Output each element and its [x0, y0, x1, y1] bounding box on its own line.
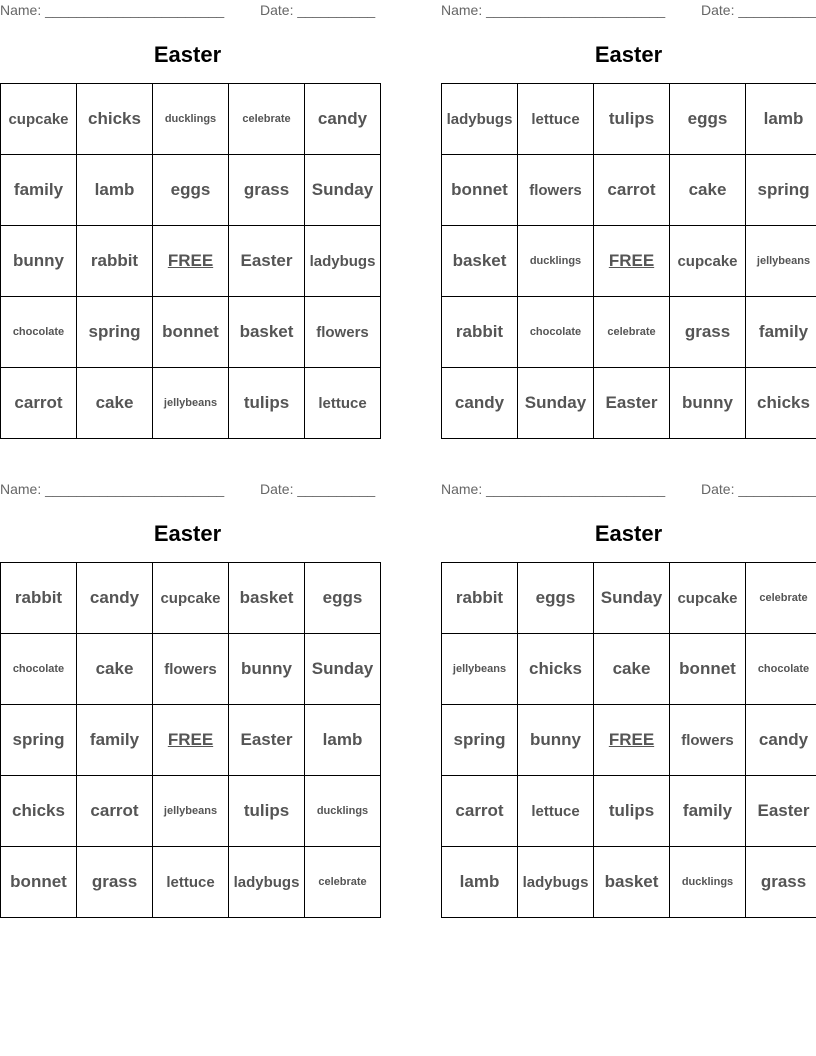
- word-cell: bunny: [518, 705, 594, 776]
- grid-row: [442, 297, 816, 368]
- word-cell: basket: [229, 563, 305, 634]
- card-title: Easter: [153, 521, 222, 546]
- word-cell: bunny: [670, 368, 746, 439]
- word-cell: flowers: [670, 705, 746, 776]
- word-cell: carrot: [77, 776, 153, 847]
- bingo-card-1: [0, 0, 376, 412]
- word-cell: bonnet: [670, 634, 746, 705]
- word-cell: family: [1, 155, 77, 226]
- card-title: Easter: [594, 42, 663, 67]
- word-cell: family: [77, 705, 153, 776]
- bingo-grid: [0, 83, 381, 439]
- word-cell: jellybeans: [442, 634, 518, 705]
- word-cell: lettuce: [305, 368, 381, 439]
- word-cell: bonnet: [153, 297, 229, 368]
- word-cell: flowers: [518, 155, 594, 226]
- word-cell: ducklings: [305, 776, 381, 847]
- free-space-cell: FREE: [153, 226, 229, 297]
- word-cell: candy: [442, 368, 518, 439]
- date-field-label: Date: __________: [260, 481, 376, 497]
- word-cell: bunny: [229, 634, 305, 705]
- word-cell: tulips: [594, 84, 670, 155]
- word-cell: grass: [77, 847, 153, 918]
- grid-row: [1, 84, 381, 155]
- word-cell: cupcake: [1, 84, 77, 155]
- word-cell: candy: [77, 563, 153, 634]
- card-title: Easter: [594, 521, 663, 546]
- word-cell: celebrate: [305, 847, 381, 918]
- grid-row: [1, 155, 381, 226]
- free-space-cell: FREE: [594, 705, 670, 776]
- word-cell: ladybugs: [442, 84, 518, 155]
- word-cell: rabbit: [442, 297, 518, 368]
- word-cell: jellybeans: [153, 776, 229, 847]
- word-cell: Easter: [594, 368, 670, 439]
- bingo-card-4: [441, 479, 816, 891]
- word-cell: basket: [594, 847, 670, 918]
- word-cell: grass: [670, 297, 746, 368]
- word-cell: ladybugs: [518, 847, 594, 918]
- grid-row: [1, 226, 381, 297]
- word-cell: Sunday: [518, 368, 594, 439]
- word-cell: flowers: [305, 297, 381, 368]
- word-cell: candy: [746, 705, 816, 776]
- word-cell: spring: [746, 155, 816, 226]
- word-cell: chocolate: [518, 297, 594, 368]
- grid-row: [1, 776, 381, 847]
- grid-row: [442, 563, 816, 634]
- grid-row: [1, 634, 381, 705]
- date-field-label: Date: __________: [701, 2, 816, 18]
- word-cell: ducklings: [670, 847, 746, 918]
- free-space-cell: FREE: [594, 226, 670, 297]
- grid-row: [442, 84, 816, 155]
- word-cell: cake: [594, 634, 670, 705]
- word-cell: celebrate: [746, 563, 816, 634]
- card-header: [441, 479, 816, 499]
- word-cell: lettuce: [518, 776, 594, 847]
- word-cell: chocolate: [746, 634, 816, 705]
- word-cell: candy: [305, 84, 381, 155]
- date-field-label: Date: __________: [701, 481, 816, 497]
- card-header: [441, 0, 816, 20]
- bingo-grid: [441, 83, 816, 439]
- word-cell: Sunday: [594, 563, 670, 634]
- word-cell: rabbit: [1, 563, 77, 634]
- word-cell: celebrate: [594, 297, 670, 368]
- name-field-label: Name: _______________________: [441, 481, 666, 497]
- word-cell: chicks: [746, 368, 816, 439]
- word-cell: grass: [229, 155, 305, 226]
- date-field-label: Date: __________: [260, 2, 376, 18]
- word-cell: tulips: [229, 776, 305, 847]
- word-cell: cupcake: [670, 226, 746, 297]
- word-cell: chocolate: [1, 634, 77, 705]
- word-cell: chicks: [518, 634, 594, 705]
- word-cell: bonnet: [442, 155, 518, 226]
- grid-row: [442, 155, 816, 226]
- word-cell: cake: [670, 155, 746, 226]
- word-cell: cupcake: [670, 563, 746, 634]
- grid-row: [442, 776, 816, 847]
- word-cell: lettuce: [518, 84, 594, 155]
- name-field-label: Name: _______________________: [0, 481, 225, 497]
- word-cell: Easter: [746, 776, 816, 847]
- word-cell: basket: [229, 297, 305, 368]
- word-cell: tulips: [229, 368, 305, 439]
- word-cell: cake: [77, 368, 153, 439]
- word-cell: jellybeans: [746, 226, 816, 297]
- word-cell: ladybugs: [305, 226, 381, 297]
- grid-row: [1, 847, 381, 918]
- grid-row: [1, 705, 381, 776]
- grid-row: [1, 563, 381, 634]
- word-cell: lamb: [746, 84, 816, 155]
- card-header: [0, 0, 375, 20]
- word-cell: eggs: [305, 563, 381, 634]
- word-cell: tulips: [594, 776, 670, 847]
- word-cell: carrot: [442, 776, 518, 847]
- grid-row: [442, 634, 816, 705]
- word-cell: celebrate: [229, 84, 305, 155]
- word-cell: Sunday: [305, 155, 381, 226]
- word-cell: chicks: [77, 84, 153, 155]
- word-cell: chocolate: [1, 297, 77, 368]
- word-cell: family: [670, 776, 746, 847]
- word-cell: spring: [1, 705, 77, 776]
- bingo-grid: [441, 562, 816, 918]
- grid-row: [1, 368, 381, 439]
- word-cell: basket: [442, 226, 518, 297]
- bingo-card-2: [441, 0, 816, 412]
- word-cell: cupcake: [153, 563, 229, 634]
- word-cell: ducklings: [518, 226, 594, 297]
- word-cell: grass: [746, 847, 816, 918]
- bingo-card-3: [0, 479, 376, 891]
- word-cell: eggs: [518, 563, 594, 634]
- grid-row: [442, 705, 816, 776]
- name-field-label: Name: _______________________: [441, 2, 666, 18]
- word-cell: bunny: [1, 226, 77, 297]
- word-cell: spring: [77, 297, 153, 368]
- grid-row: [1, 297, 381, 368]
- word-cell: cake: [77, 634, 153, 705]
- word-cell: bonnet: [1, 847, 77, 918]
- name-field-label: Name: _______________________: [0, 2, 225, 18]
- word-cell: lettuce: [153, 847, 229, 918]
- word-cell: Easter: [229, 226, 305, 297]
- word-cell: jellybeans: [153, 368, 229, 439]
- grid-row: [442, 368, 816, 439]
- word-cell: eggs: [670, 84, 746, 155]
- word-cell: flowers: [153, 634, 229, 705]
- word-cell: Sunday: [305, 634, 381, 705]
- word-cell: lamb: [77, 155, 153, 226]
- free-space-cell: FREE: [153, 705, 229, 776]
- word-cell: chicks: [1, 776, 77, 847]
- word-cell: Easter: [229, 705, 305, 776]
- grid-row: [442, 226, 816, 297]
- word-cell: carrot: [594, 155, 670, 226]
- word-cell: spring: [442, 705, 518, 776]
- word-cell: rabbit: [77, 226, 153, 297]
- grid-row: [442, 847, 816, 918]
- word-cell: lamb: [305, 705, 381, 776]
- word-cell: carrot: [1, 368, 77, 439]
- word-cell: lamb: [442, 847, 518, 918]
- word-cell: ladybugs: [229, 847, 305, 918]
- card-title: Easter: [153, 42, 222, 67]
- word-cell: ducklings: [153, 84, 229, 155]
- card-header: [0, 479, 375, 499]
- word-cell: eggs: [153, 155, 229, 226]
- word-cell: rabbit: [442, 563, 518, 634]
- bingo-grid: [0, 562, 381, 918]
- word-cell: family: [746, 297, 816, 368]
